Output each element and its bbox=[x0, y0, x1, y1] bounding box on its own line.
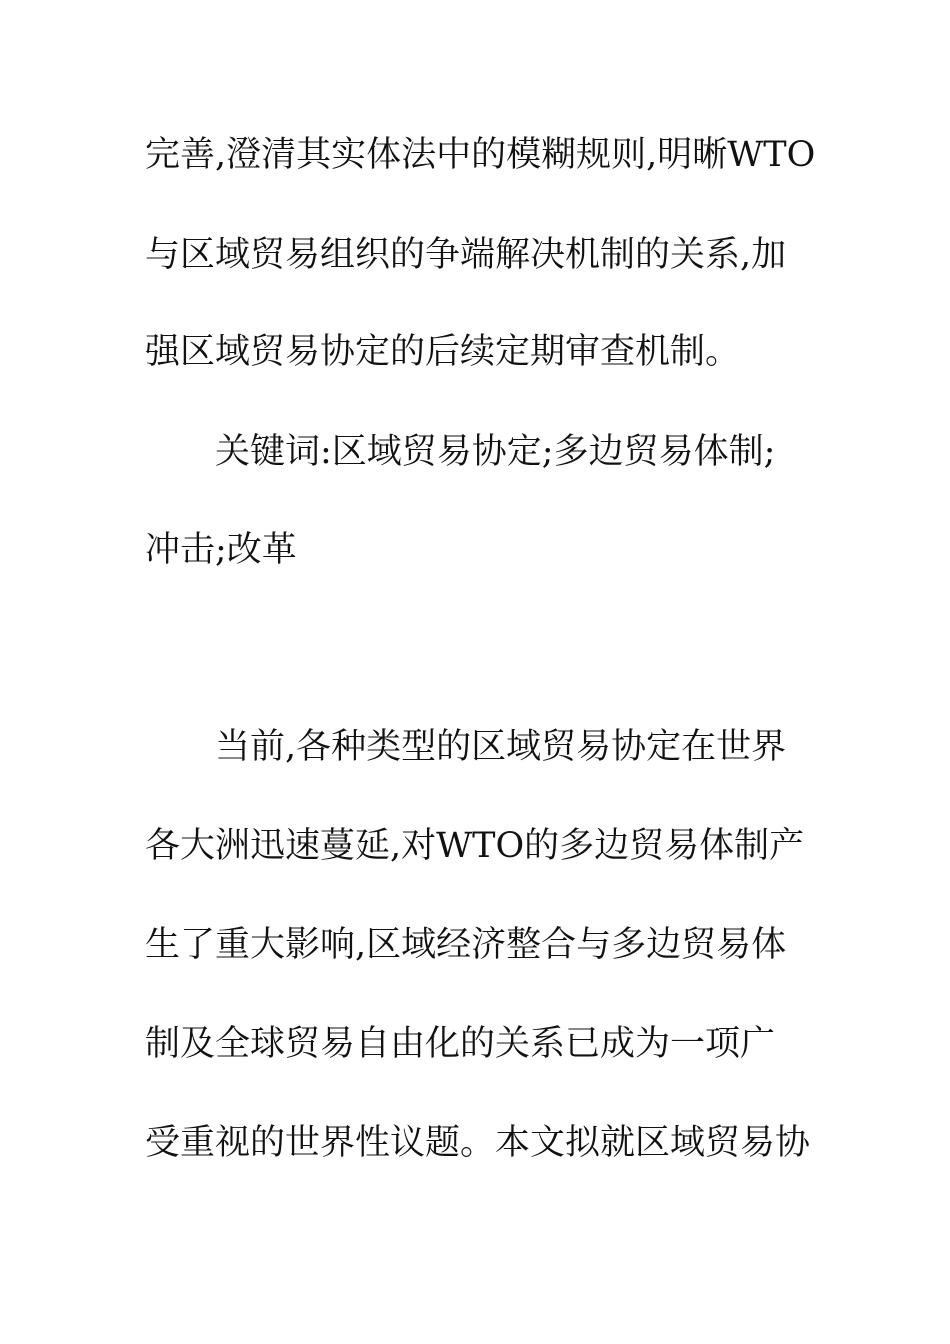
body-line-5: 受重视的世界性议题。本文拟就区域贸易协 bbox=[145, 1123, 811, 1163]
body-line-4: 制及全球贸易自由化的关系已成为一项广 bbox=[145, 1024, 776, 1064]
abstract-line-3: 强区域贸易协定的后续定期审查机制。 bbox=[145, 332, 741, 372]
body-line-2: 各大洲迅速蔓延,对WTO的多边贸易体制产 bbox=[145, 826, 805, 866]
abstract-line-1: 完善,澄清其实体法中的模糊规则,明晰WTO bbox=[145, 135, 816, 175]
body-line-1: 当前,各种类型的区域贸易协定在世界 bbox=[215, 727, 787, 767]
body-line-3: 生了重大影响,区域经济整合与多边贸易体 bbox=[145, 925, 787, 965]
abstract-line-2: 与区域贸易组织的争端解决机制的关系,加 bbox=[145, 235, 787, 275]
keywords-line-2: 冲击;改革 bbox=[145, 530, 297, 570]
keywords-line-1: 关键词:区域贸易协定;多边贸易体制; bbox=[215, 432, 776, 472]
